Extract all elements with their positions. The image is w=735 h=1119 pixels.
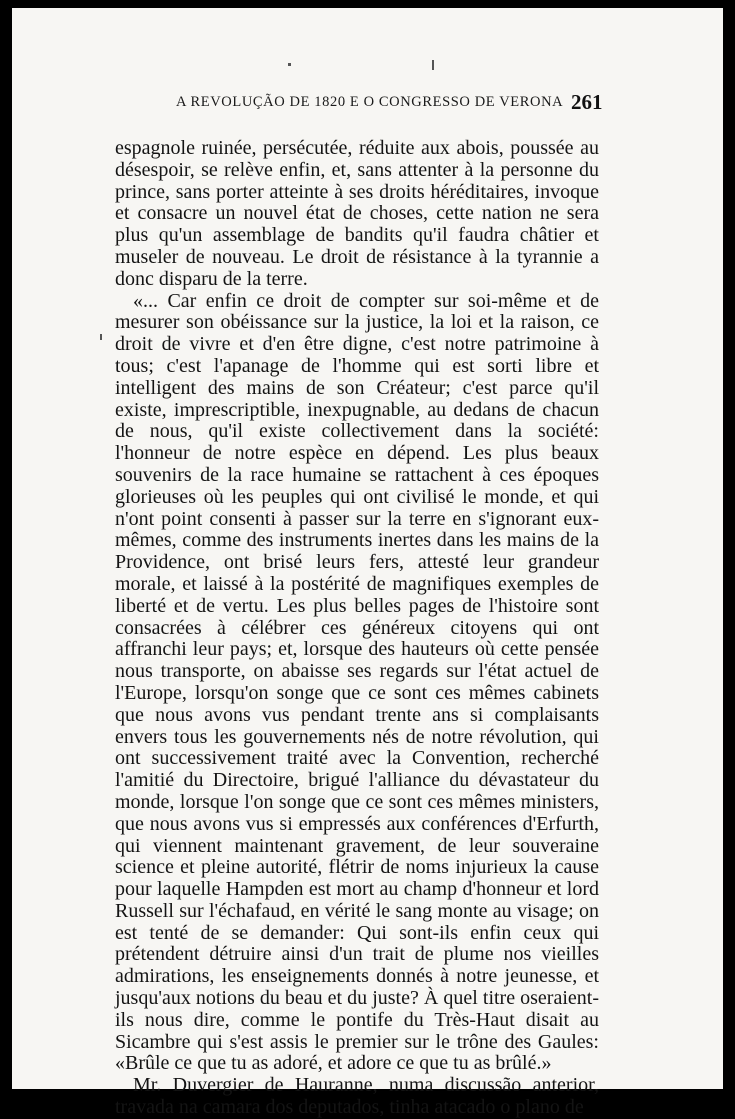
speck-mark xyxy=(100,334,102,340)
body-text xyxy=(115,138,599,1119)
running-head: A REVOLUÇÃO DE 1820 E O CONGRESSO DE VERONA xyxy=(176,94,564,110)
paragraph: Mr. Duvergier de Hauranne, numa discussão anterior, travada na camara dos deputados, tinha atacado o plano de xyxy=(115,1074,599,1119)
paragraph: «... Car enfin ce droit de compter sur soi-même et de mesurer son obéissance sur la justice, la loi et la raison, ce droit de vivre et d'en être digne, c'est notre patrimoine à tous; c'est l'apanage de l'homme qui est sorti libre et intelligent des mains de son Créateur; c'est parce qu'il existe, imprescriptible, inexpugnable, au dedans de chacun de nous, qu'il existe collectivement dans la société: l'honneur de notre espèce en dépend. Les plus beaux souvenirs de la race humaine se rattachent à ces époques glorieuses où les peuples qui ont civilisé le monde, et qui n'ont point consenti à passer sur la terre en s'ignorant eux-mêmes, comme des instruments inertes dans les mains de la Providence, ont brisé leurs fers, attesté leur grandeur morale, et laissé à la postérité de magnifiques exemples de liberté et de vertu. Les plus belles pages de l'histoire sont consacrées à célébrer ces généreux citoyens qui ont affranchi leur pays; et, lorsque des hauteurs où cette pensée nous transporte, on abaisse ses regards sur l'état actuel de l'Europe, lorsqu'on songe que ce sont ces mêmes cabinets que nous avons vus pendant trente ans si complaisants envers tous les gouvernements nés de notre révolution, qui ont successivement traité avec la Convention, recherché l'amitié du Directoire, brigué l'alliance du dévastateur du monde, lorsque l'on songe que ce sont ces mêmes ministers, que nous avons vus si empressés aux conférences d'Erfurth, qui viennent maintenant gravement, de leur souveraine science et pleine autorité, flétrir de noms injurieux la cause pour laquelle Hampden est mort au champ d'honneur et lord Russell sur l'échafaud, en vérité le sang monte au visage; on est tenté de se demander: Qui sont-ils enfin ceux qui prétendent détruire ainsi d'un trait de plume nos vieilles admirations, les enseignements donnés à notre jeunesse, et jusqu'aux notions du beau et du juste? À quel titre oseraient-ils nous dire, comme le pontife du Très-Haut disait au Sicambre qui s'est assis le premier sur le trône des Gaules: «Brûle ce que tu as adoré, et adore ce que tu as brûlé.» xyxy=(115,289,599,1075)
page-number: 261 xyxy=(571,90,603,114)
paragraph: espagnole ruinée, persécutée, réduite aux abois, poussée au désespoir, se relève enfin, et, sans attenter à la personne du prince, sans porter atteinte à ses droits héréditaires, invoque et consacre un nouvel état de choses, cette nation ne sera plus qu'un assemblage de bandits qu'il faudra châtier et museler de nouveau. Le droit de résistance à la tyrannie a donc disparu de la terre. xyxy=(115,137,599,290)
speck-mark xyxy=(288,63,291,66)
speck-mark xyxy=(432,60,434,70)
page-sheet xyxy=(12,8,723,1119)
